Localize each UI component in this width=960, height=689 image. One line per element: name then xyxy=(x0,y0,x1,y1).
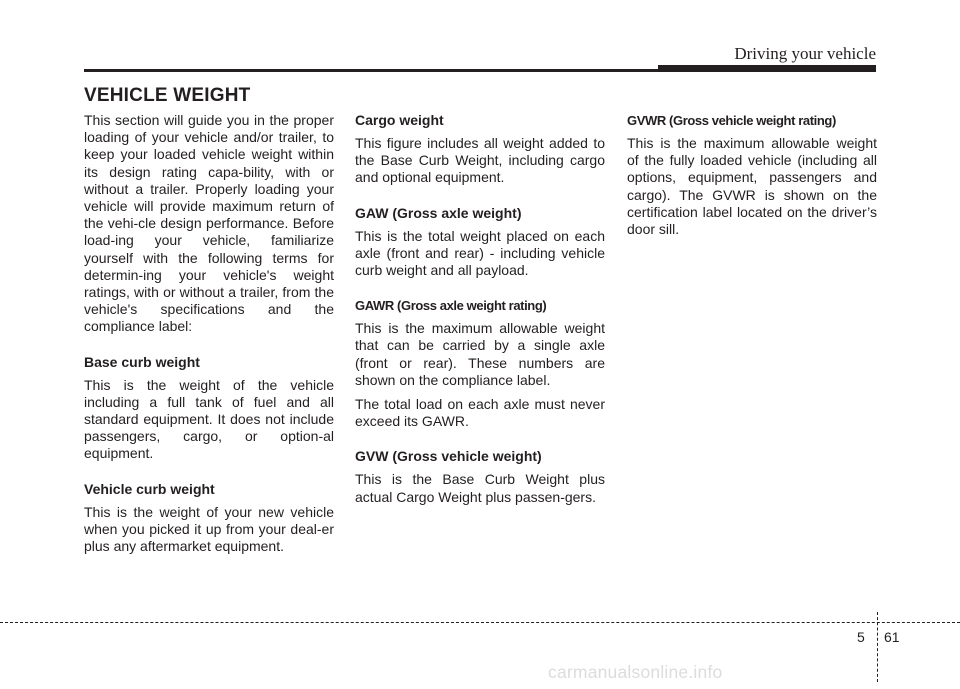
intro-paragraph: This section will guide you in the proper loading of your vehicle and/or trailer, to keep your loaded vehicle weight within its design rating capa-bility, with or without a trailer. Properly loading your vehicle will provide maximum return of the vehi-cle design performance. Before load-ing your vehicle, familiarize yourself with the following terms for determin-ing your vehicle's weight ratings, with or without a trailer, from the vehicle's specifications and the compliance label: xyxy=(84,112,334,335)
footer-rule xyxy=(0,622,960,623)
cargo-weight-text: This figure includes all weight added to the Base Curb Weight, including cargo and optional equipment. xyxy=(355,135,605,186)
vehicle-curb-weight-heading: Vehicle curb weight xyxy=(84,480,215,497)
text-column-1 xyxy=(84,112,334,562)
gvw-heading: GVW (Gross vehicle weight) xyxy=(355,448,542,465)
section-heading: VEHICLE WEIGHT xyxy=(84,85,251,106)
running-header-title: Driving your vehicle xyxy=(734,44,876,63)
gvwr-heading: GVWR (Gross vehicle weight rating) xyxy=(627,113,836,128)
text-column-2 xyxy=(355,112,605,513)
gawr-heading: GAWR (Gross axle weight rating) xyxy=(355,298,547,314)
page-number: 61 xyxy=(884,629,900,645)
text-column-3 xyxy=(627,112,877,245)
gaw-heading: GAW (Gross axle weight) xyxy=(355,204,522,221)
watermark: carmanualsonline.info xyxy=(548,662,723,682)
base-curb-weight-text: This is the weight of the vehicle including a full tank of fuel and all standard equipment. It does not include passengers, cargo, or option-al equipment. xyxy=(84,376,334,462)
gvw-text: This is the Base Curb Weight plus actual Cargo Weight plus passen-gers. xyxy=(355,471,605,505)
gvwr-text: This is the maximum allowable weight of the fully loaded vehicle (including all options, equipment, passengers and cargo). The GVWR is shown on the certification label located on the driver’s door sill. xyxy=(627,135,877,238)
header-rule-accent xyxy=(658,65,876,72)
cargo-weight-heading: Cargo weight xyxy=(355,112,444,128)
base-curb-weight-heading: Base curb weight xyxy=(84,353,200,370)
vehicle-curb-weight-text: This is the weight of your new vehicle when you picked it up from your deal-er plus any aftermarket equipment. xyxy=(84,503,334,555)
gawr-text: This is the maximum allowable weight that can be carried by a single axle (front or rear). These numbers are shown on the compliance label. xyxy=(355,320,605,388)
gaw-text: This is the total weight placed on each axle (front and rear) - including vehicle curb weight and all payload. xyxy=(355,227,605,279)
gawr-limit-text: The total load on each axle must never exceed its GAWR. xyxy=(355,396,605,430)
page-number-divider xyxy=(877,612,879,682)
chapter-number: 5 xyxy=(857,629,865,645)
